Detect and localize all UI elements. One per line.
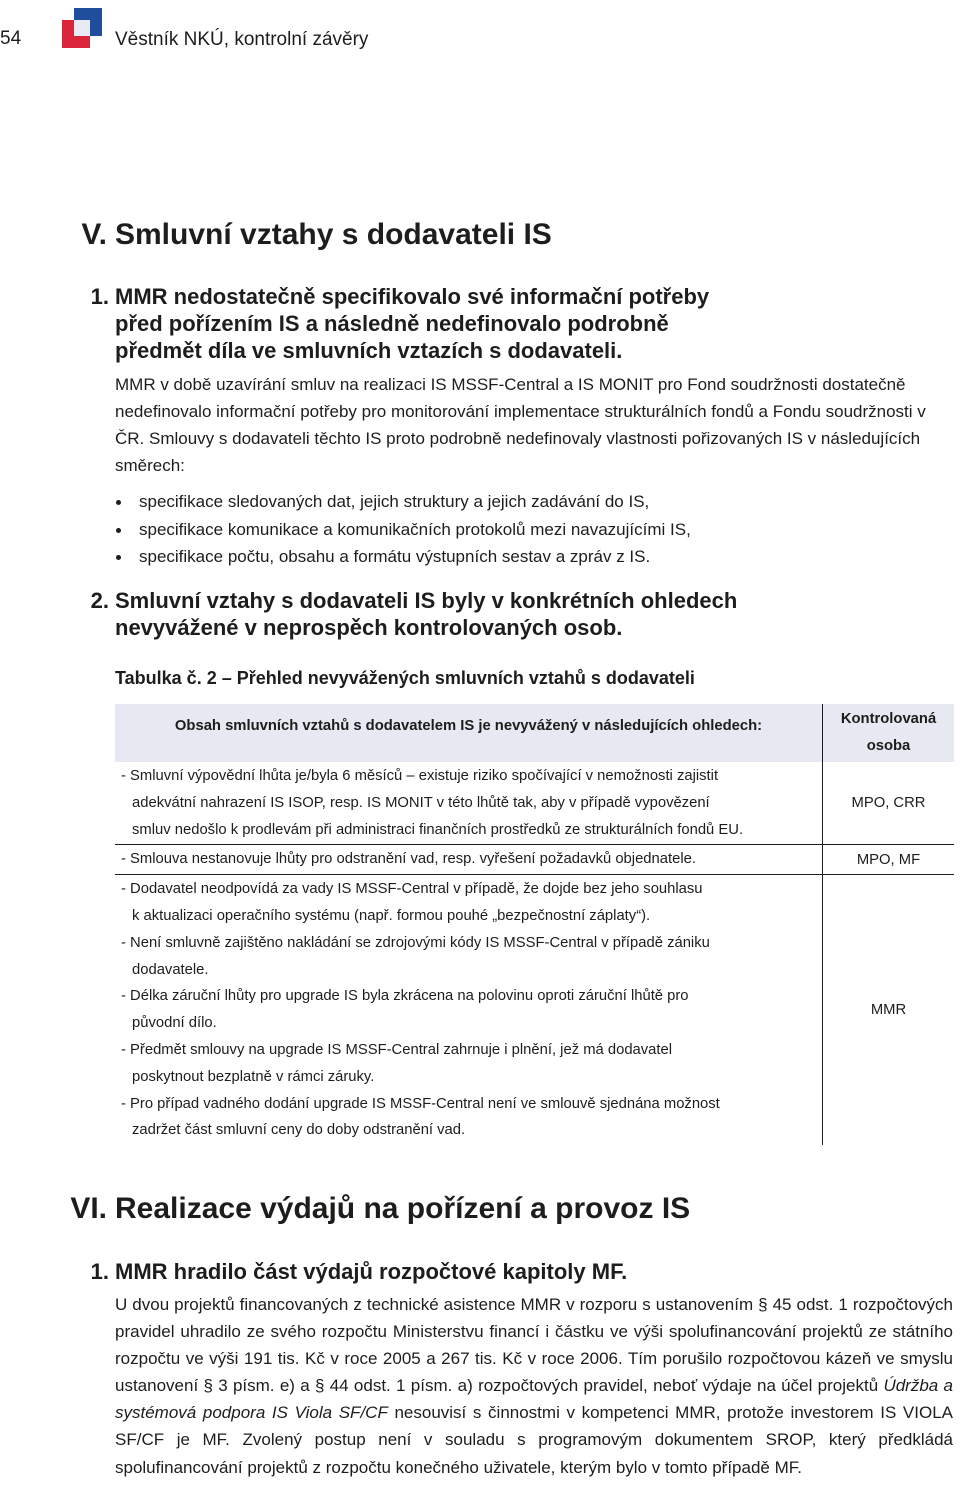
table-row bbox=[115, 845, 954, 875]
finding-line: předmět díla ve smluvních vztazích s dodavateli. bbox=[115, 338, 623, 363]
finding-line: MMR hradilo část výdajů rozpočtové kapitoly MF. bbox=[115, 1259, 628, 1284]
table-row bbox=[115, 875, 954, 1145]
table-cell-entity: MPO, CRR bbox=[823, 762, 955, 845]
finding-heading bbox=[90, 283, 915, 364]
list-item: specifikace sledovaných dat, jejich struktury a jejich zadávání do IS, bbox=[115, 488, 935, 516]
project-name: Údržba a systémová podpora IS Viola SF/CF bbox=[115, 1376, 953, 1423]
page-number: 54 bbox=[0, 28, 22, 49]
finding-paragraph: MMR v době uzavírání smluv na realizaci IS MSSF-Central a IS MONIT pro Fond soudržnosti dostatečně nedefinovalo informační potřeby pro monitorování implementace strukturálních fondů a Fondu soudržnosti v ČR. Smlouvy s dodavateli těchto IS proto podrobně nedefinovaly vlastnosti pořizovaných IS v následujících směrech: bbox=[115, 375, 926, 475]
paragraph-text: nesouvisí s činnostmi v kompetenci MMR, protože investorem IS VIOLA SF/CF je MF. Zvolený postup není v souladu s programovým dokumentem SROP, který předkládá spolufinancování projektů z rozpočtu konečného uživatele, kterým bylo v tomto případě MF. bbox=[115, 1403, 953, 1477]
section-heading bbox=[81, 218, 552, 252]
section-title: Smluvní vztahy s dodavateli IS bbox=[115, 218, 552, 251]
table-row bbox=[115, 762, 954, 845]
table-cell-entity: MMR bbox=[823, 875, 955, 1145]
finding-paragraph bbox=[115, 1291, 953, 1481]
section-heading bbox=[70, 1192, 691, 1226]
finding-line: MMR nedostatečně specifikovalo své informační potřeby bbox=[115, 284, 710, 309]
table-cell: - Dodavatel neodpovídá za vady IS MSSF-Central v případě, že dojde bez jeho souhlasu k aktualizaci operačního systému (např. formou pouhé „bezpečnostní záplaty“). - Není smluvně zajištěno nakládání se zdrojovými kódy IS MSSF-Central v případě zániku dodavatele. - Délka záruční lhůty pro upgrade IS byla zkrácena na polovinu oproti záruční lhůtě pro původní dílo. - Předmět smlouvy na upgrade IS MSSF-Central zahrnuje i plnění, jež má dodavatel poskytnout bezplatně v rámci záruky. - Pro případ vadného dodání upgrade IS MSSF-Central není ve smlouvě sjednána možnost zadržet část smluvní ceny do doby odstranění vad. bbox=[115, 875, 823, 1145]
table-cell: - Smluvní výpovědní lhůta je/byla 6 měsíců – existuje riziko spočívající v nemožnosti zajistit adekvátní nahrazení IS ISOP, resp. IS MONIT v této lhůtě tak, aby v případě vypovězení smluv nedošlo k prodlevám při administraci finančních prostředků ze strukturálních fondů EU. bbox=[121, 768, 744, 838]
finding-line: nevyvážené v neprospěch kontrolovaných osob. bbox=[115, 615, 623, 640]
finding-heading bbox=[90, 1258, 915, 1285]
section-number: VI. bbox=[70, 1192, 107, 1225]
bullet-list bbox=[115, 488, 935, 571]
finding-line: před pořízením IS a následně nedefinovalo podrobně bbox=[115, 311, 669, 336]
list-item: specifikace počtu, obsahu a formátu výstupních sestav a zpráv z IS. bbox=[115, 543, 935, 571]
finding-number: 1. bbox=[90, 284, 109, 309]
nku-logo bbox=[62, 8, 102, 48]
table-header-row bbox=[115, 704, 954, 762]
finding-line: Smluvní vztahy s dodavateli IS byly v konkrétních ohledech bbox=[115, 588, 738, 613]
list-item: specifikace komunikace a komunikačních protokolů mezi navazujícími IS, bbox=[115, 516, 935, 544]
paragraph-text: U dvou projektů financovaných z technické asistence MMR v rozporu s ustanovením § 45 odst. 1 rozpočtových pravidel uhradilo ze svého rozpočtu Ministerstvu financí i částku ve výši spolufinancování projektů ze státního rozpočtu ve výši 191 tis. Kč v roce 2005 a 267 tis. Kč v roce 2006. Tím porušilo rozpočtovou kázeň ve smyslu ustanovení § 3 písm. e) a § 44 odst. 1 písm. a) rozpočtových pravidel, neboť výdaje na účel projektů bbox=[115, 1295, 953, 1396]
column-header-content: Obsah smluvních vztahů s dodavatelem IS je nevyvážený v následujících ohledech: bbox=[115, 704, 823, 762]
table-cell: - Smlouva nestanovuje lhůty pro odstranění vad, resp. vyřešení požadavků objednatele. bbox=[115, 845, 823, 875]
column-header-entity: Kontrolovaná osoba bbox=[823, 704, 955, 762]
journal-title: Věstník NKÚ, kontrolní závěry bbox=[115, 29, 369, 50]
section-number: V. bbox=[81, 218, 107, 251]
table-caption: Tabulka č. 2 – Přehled nevyvážených smluvních vztahů s dodavateli bbox=[115, 668, 695, 688]
finding-heading bbox=[90, 587, 915, 641]
finding-number: 1. bbox=[90, 1259, 109, 1284]
section-title: Realizace výdajů na pořízení a provoz IS bbox=[115, 1192, 691, 1225]
table-cell-entity: MPO, MF bbox=[823, 845, 955, 875]
contract-table bbox=[115, 704, 954, 1145]
finding-number: 2. bbox=[90, 588, 109, 613]
logo-overlap bbox=[74, 20, 90, 36]
